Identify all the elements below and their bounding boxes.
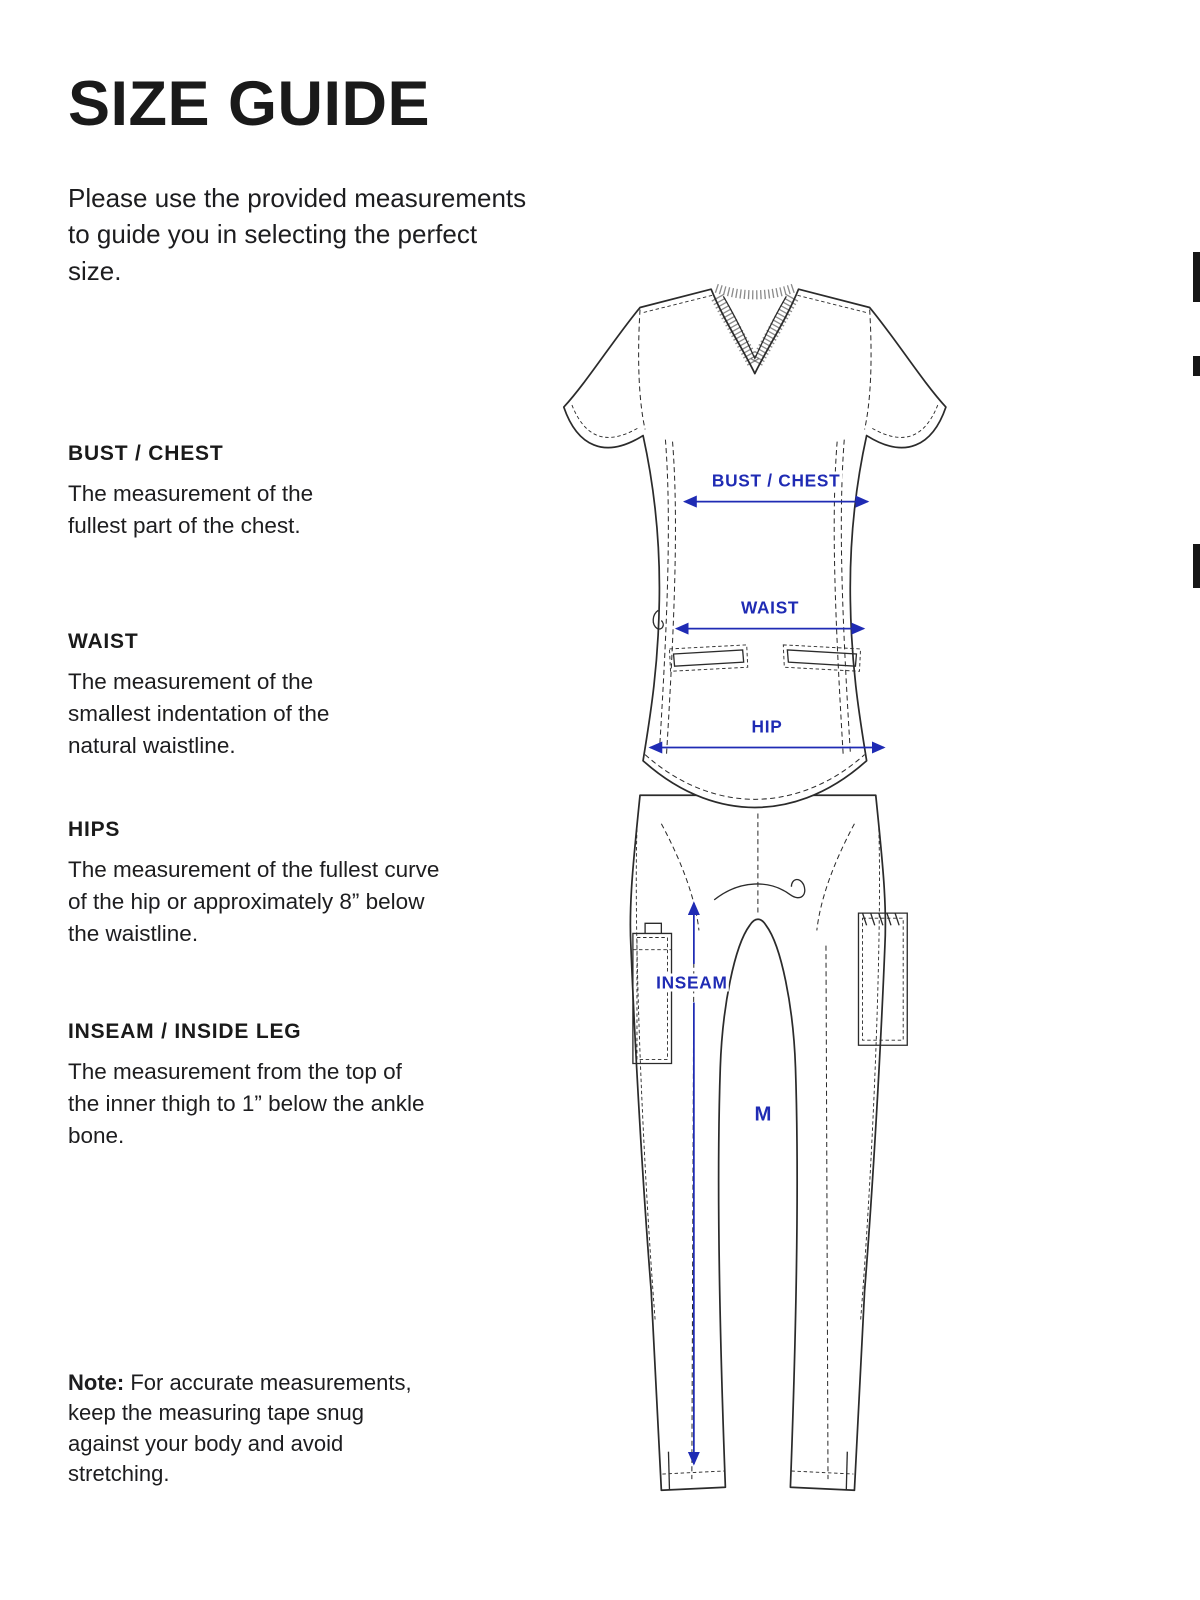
section-hips [68,818,453,950]
scrollbar-fragment [1193,544,1200,588]
note-body: For accurate measurements, keep the measuring tape snug against your body and avoid stretching. [68,1370,412,1487]
back-collar-rib [716,288,793,295]
waist-measure-label: WAIST [740,597,800,618]
section-heading: WAIST [68,630,139,653]
section-inseam [68,1020,428,1152]
hip-measure-label: HIP [751,716,783,737]
section-body: The measurement of the smallest indentation of the natural waistline. [68,669,330,758]
scrollbar-fragment [1193,252,1200,302]
scrollbar-fragment [1193,356,1200,376]
section-body: The measurement of the fullest curve of the hip or approximately 8” below the waistline. [68,857,440,946]
bust-measure-label: BUST / CHEST [711,470,841,491]
note-text [68,1368,418,1489]
note-label: Note: [68,1370,125,1395]
section-heading: INSEAM / INSIDE LEG [68,1020,302,1043]
section-bust-chest [68,442,368,542]
section-heading: BUST / CHEST [68,442,224,465]
section-body: The measurement from the top of the inner thigh to 1” below the ankle bone. [68,1059,425,1148]
page-title: SIZE GUIDE [68,69,431,139]
section-body: The measurement of the fullest part of the chest. [68,481,314,538]
scrub-pants-drawing [630,795,907,1490]
intro-text: Please use the provided measurements to guide you in selecting the perfect size. [68,183,527,286]
garment-diagram [540,275,990,1535]
size-diagram-svg [540,275,990,1535]
inseam-measure-label: INSEAM [656,972,728,993]
section-waist [68,630,378,762]
size-label: M [754,1103,772,1126]
section-heading: HIPS [68,818,121,841]
